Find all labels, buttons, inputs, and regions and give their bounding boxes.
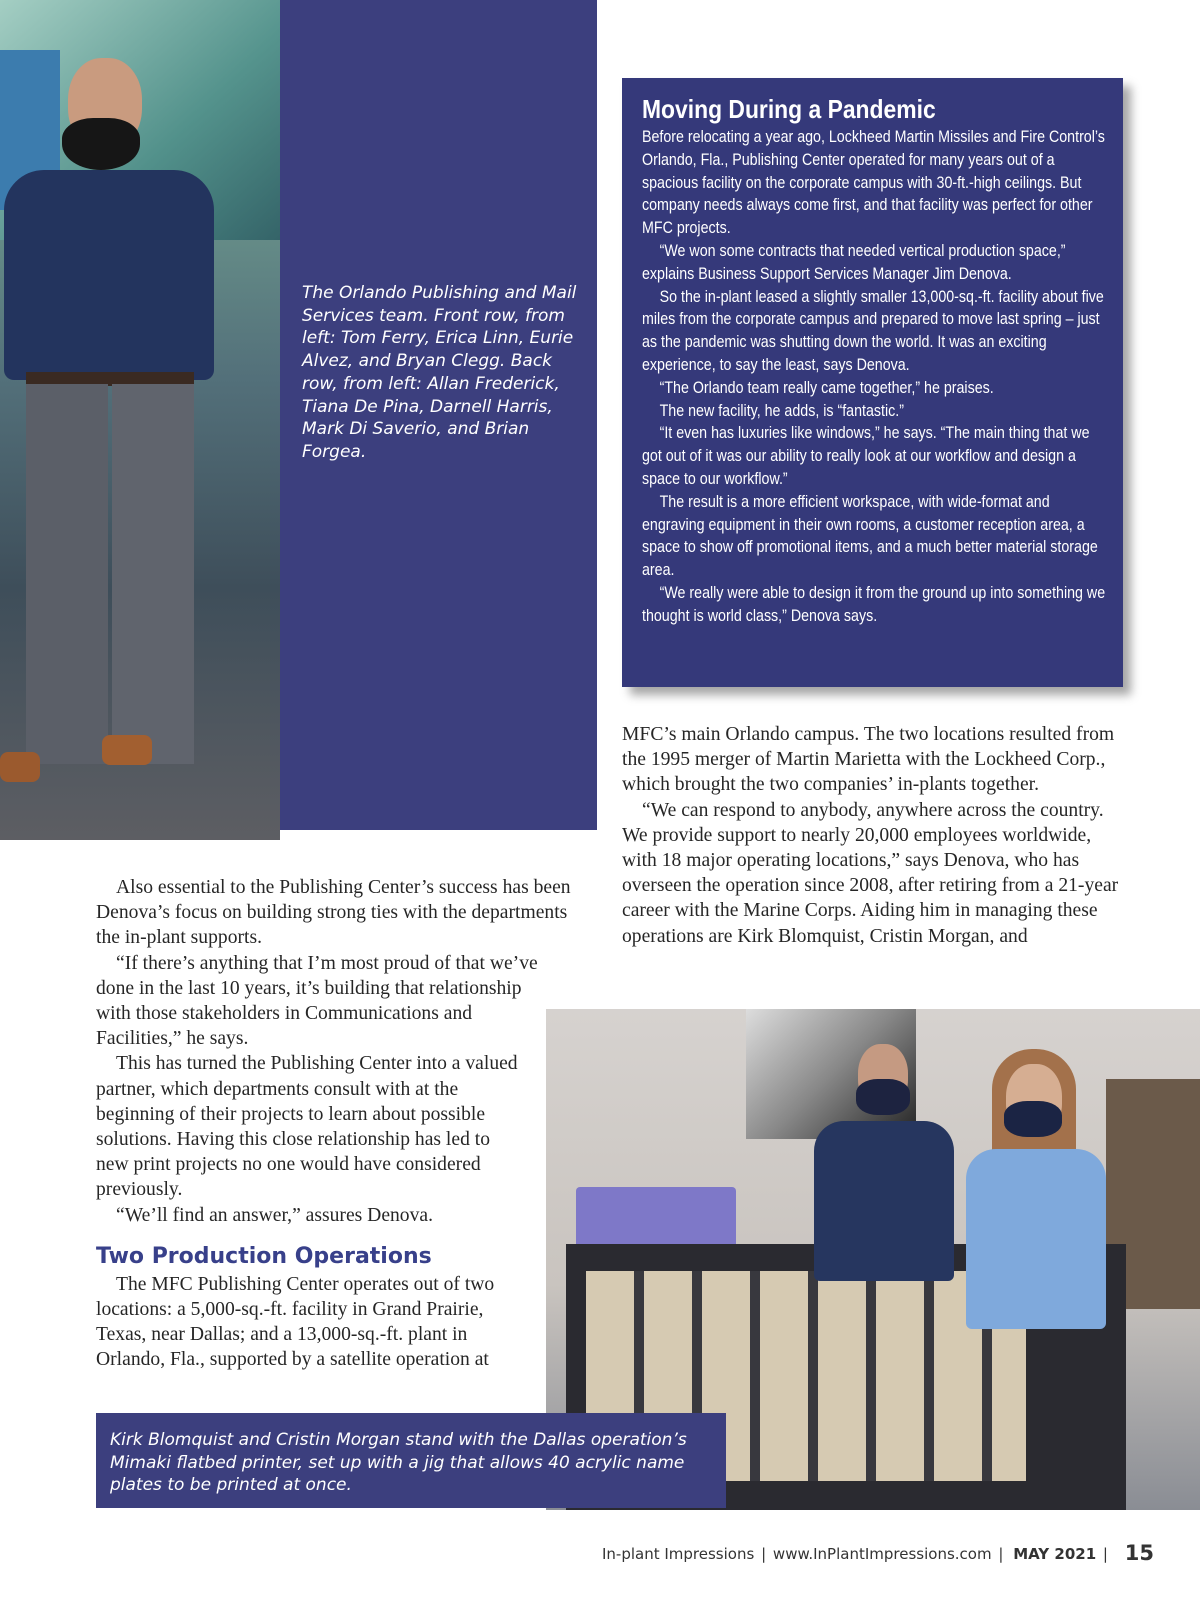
sidebar-paragraph: Before relocating a year ago, Lockheed Martin Missiles and Fire Control’s Orlando, Fla., Publishing Center operated for many years out of a spacious facility on the corporate campus with 30-ft.-high ceilings. But company needs always come first, and that facility was perfect for other MFC projects. <box>642 128 1105 238</box>
article-paragraph: “We’ll find an answer,” assures Denova. <box>116 1204 434 1226</box>
photo-caption: The Orlando Publishing and Mail Services team. Front row, from left: Tom Ferry, Erica Linn, Eurie Alvez, and Bryan Clegg. Back row, from left: Allan Frederick, Tiana De Pina, Darnell Harris, Mark Di Saverio, and Brian Forgea. <box>302 283 577 462</box>
sidebar-box <box>622 78 1123 687</box>
article-paragraph: “If there’s anything that I’m most proud of that we’ve <box>116 952 538 974</box>
article-column-right <box>622 722 1122 949</box>
footer-separator: | <box>761 1545 767 1563</box>
footer-issue: MAY 2021 <box>1013 1545 1097 1563</box>
photo-man-mask <box>856 1079 910 1115</box>
team-photo <box>0 0 280 840</box>
photo-person-pants-left <box>26 384 108 764</box>
sidebar-title: Moving During a Pandemic <box>642 94 936 124</box>
photo-woman-mask <box>1004 1101 1062 1137</box>
footer-publication: In-plant Impressions <box>601 1545 755 1563</box>
printer-photo-caption: Kirk Blomquist and Cristin Morgan stand with the Dallas operation’s Mimaki flatbed printer, set up with a jig that allows 40 acrylic name plates to be printed at once. <box>110 1430 687 1496</box>
sidebar-paragraph: “We really were able to design it from the ground up into something we thought is world class,” Denova says. <box>642 583 1106 625</box>
photo-person-mask <box>62 118 140 170</box>
article-column-left <box>96 875 596 1373</box>
photo-person-pants-right <box>112 384 194 764</box>
sidebar-paragraph: The new facility, he adds, is “fantastic.” <box>659 401 904 420</box>
footer-website[interactable]: www.InPlantImpressions.com <box>772 1545 992 1563</box>
footer-separator: | <box>998 1545 1004 1563</box>
photo-woman-body <box>966 1149 1106 1329</box>
article-paragraph: done in the last 10 years, it’s building that relationship with those stakeholders in Communications and Facilities,” he says. <box>96 977 522 1050</box>
footer-separator: | <box>1102 1545 1108 1563</box>
article-text-wrap <box>96 976 524 1373</box>
sidebar-paragraph: “It even has luxuries like windows,” he says. “The main thing that we got out of it was our ability to really look at our workflow and design a space to our workflow.” <box>642 424 1090 488</box>
article-paragraph: MFC’s main Orlando campus. The two locations resulted from the 1995 merger of Martin Marietta with the Lockheed Corp., which brought the two companies’ in-plants together. <box>622 724 1115 796</box>
sidebar-paragraph: “We won some contracts that needed vertical production space,” explains Business Support Services Manager Jim Denova. <box>642 241 1066 283</box>
photo-caption-panel <box>280 0 597 830</box>
printer-photo-caption-panel <box>96 1413 726 1508</box>
photo-person-shoe-right <box>102 735 152 765</box>
article-paragraph: “We can respond to anybody, anywhere across the country. We provide support to nearly 20,000 employees worldwide, with 18 major operating locations,” says Denova, who has overseen the operation since 2008, after retiring from a 21-year career with the Marine Corps. Aiding him in managing these operations are Kirk Blomquist, Cristin Morgan, and <box>622 799 1119 947</box>
page-number: 15 <box>1124 1541 1154 1565</box>
photo-man-body <box>814 1121 954 1281</box>
photo-person-shoe-left <box>0 752 40 782</box>
page-footer <box>602 1541 1154 1565</box>
article-paragraph: Also essential to the Publishing Center’s success has been Denova’s focus on building strong ties with the departments the in-plant supports. <box>96 877 571 949</box>
sidebar-paragraph: The result is a more efficient workspace, with wide-format and engraving equipment in their own rooms, a customer reception area, a space to show off promotional items, and a much better material storage area. <box>642 492 1098 580</box>
section-heading: Two Production Operations <box>96 1243 432 1269</box>
sidebar-paragraph: “The Orlando team really came together,” he praises. <box>659 378 994 397</box>
photo-person-shirt <box>4 170 214 380</box>
article-paragraph: This has turned the Publishing Center into a valued partner, which departments consult with at the beginning of their projects to learn about possible solutions. Having this close relationship has led to new print projects no one would have considered previously. <box>96 1053 518 1201</box>
sidebar-paragraph: So the in-plant leased a slightly smaller 13,000-sq.-ft. facility about five miles from the corporate campus and prepared to move last spring – just as the pandemic was shutting down the world. It was an exciting experience, to say the least, says Denova. <box>642 287 1104 374</box>
sidebar-body <box>642 126 1106 628</box>
article-paragraph: The MFC Publishing Center operates out of two locations: a 5,000-sq.-ft. facility in Grand Prairie, Texas, near Dallas; and a 13,000-sq.-ft. plant in Orlando, Fla., supported by a satellite operation at <box>96 1273 495 1371</box>
